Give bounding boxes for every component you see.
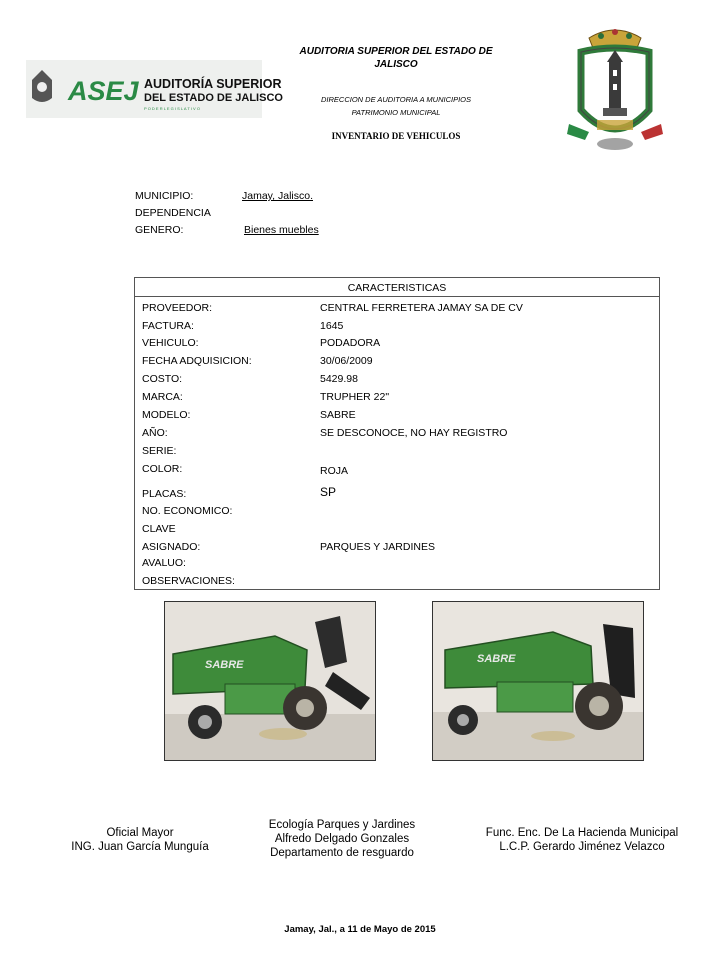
asej-line1: AUDITORÍA SUPERIOR: [144, 77, 282, 91]
table-row-label: COSTO:: [142, 373, 183, 385]
table-row-label: SERIE:: [142, 445, 177, 457]
signature-hacienda: [462, 826, 702, 854]
signature-name: ING. Juan García Munguía: [71, 841, 209, 853]
asej-tagline: P O D E R L E G I S L A T I V O: [144, 106, 200, 111]
mower-photo-left: [164, 601, 376, 761]
table-row-label: VEHICULO:: [142, 337, 199, 349]
direction-line: DIRECCION DE AUDITORIA A MUNICIPIOS: [320, 95, 471, 104]
general-info: [135, 190, 435, 250]
table-row-label: PROVEEDOR:: [142, 302, 213, 314]
table-row-value: 5429.98: [320, 373, 358, 385]
signature-name: Alfredo Delgado Gonzales: [274, 833, 410, 845]
document-date: Jamay, Jal., a 11 de Mayo de 2015: [284, 924, 436, 935]
inventory-title: INVENTARIO DE VEHICULOS: [331, 131, 461, 141]
genero-label: GENERO:: [135, 224, 184, 236]
table-row-value: SABRE: [320, 409, 356, 421]
table-header: CARACTERISTICAS: [135, 278, 659, 297]
table-row-value: 1645: [320, 320, 344, 332]
table-row-label: CLAVE: [142, 523, 176, 535]
table-row-label: AVALUO:: [142, 557, 186, 569]
table-row-label: PLACAS:: [142, 488, 187, 500]
signature-title: Func. Enc. De La Hacienda Municipal: [485, 827, 679, 839]
table-row-label: MODELO:: [142, 409, 191, 421]
municipio-label: MUNICIPIO:: [135, 190, 194, 202]
table-row-label: OBSERVACIONES:: [142, 575, 235, 587]
table-row-value: PODADORA: [320, 337, 381, 349]
signature-oficial-mayor: [40, 826, 240, 854]
signature-title: Oficial Mayor: [106, 827, 174, 839]
asej-line2: DEL ESTADO DE JALISCO: [144, 92, 283, 104]
table-row-label: COLOR:: [142, 463, 183, 475]
table-row-value: PARQUES Y JARDINES: [320, 541, 435, 553]
mower-photo-right: [432, 601, 644, 761]
municipio-value: Jamay, Jalisco.: [242, 190, 313, 202]
table-row-label: AÑO:: [142, 427, 168, 439]
table-row-value: 30/06/2009: [320, 355, 373, 367]
genero-value: Bienes muebles: [244, 224, 319, 236]
asej-name: ASEJ: [68, 76, 139, 106]
signature-dept: Departamento de resguardo: [270, 847, 414, 859]
mower-brand-label: SABRE: [205, 659, 244, 671]
dependencia-label: DEPENDENCIA: [135, 207, 211, 219]
municipal-crest: [567, 24, 663, 156]
table-row-label: NO. ECONOMICO:: [142, 505, 233, 517]
table-row-label: ASIGNADO:: [142, 541, 201, 553]
mower-brand-label: SABRE: [477, 653, 516, 665]
header-subtitle: [280, 93, 512, 119]
asej-logo: [26, 60, 283, 118]
signature-title: Ecología Parques y Jardines: [268, 819, 416, 831]
table-row-label: FACTURA:: [142, 320, 194, 332]
table-row-value: SE DESCONOCE, NO HAY REGISTRO: [320, 427, 508, 439]
table-row-value: TRUPHER 22": [320, 391, 390, 403]
table-row-value: ROJA: [320, 465, 349, 477]
table-row-value: SP: [320, 485, 337, 499]
page-title: AUDITORIA SUPERIOR DEL ESTADO DE JALISCO: [299, 46, 493, 70]
signature-name: L.C.P. Gerardo Jiménez Velazco: [499, 841, 665, 853]
characteristics-table: [134, 277, 660, 590]
table-row-label: MARCA:: [142, 391, 183, 403]
table-row-value: CENTRAL FERRETERA JAMAY SA DE CV: [320, 302, 523, 314]
patrimony-line: PATRIMONIO MUNICIPAL: [351, 108, 441, 117]
table-row-label: FECHA ADQUISICION:: [142, 355, 252, 367]
signature-ecologia: [242, 818, 442, 860]
